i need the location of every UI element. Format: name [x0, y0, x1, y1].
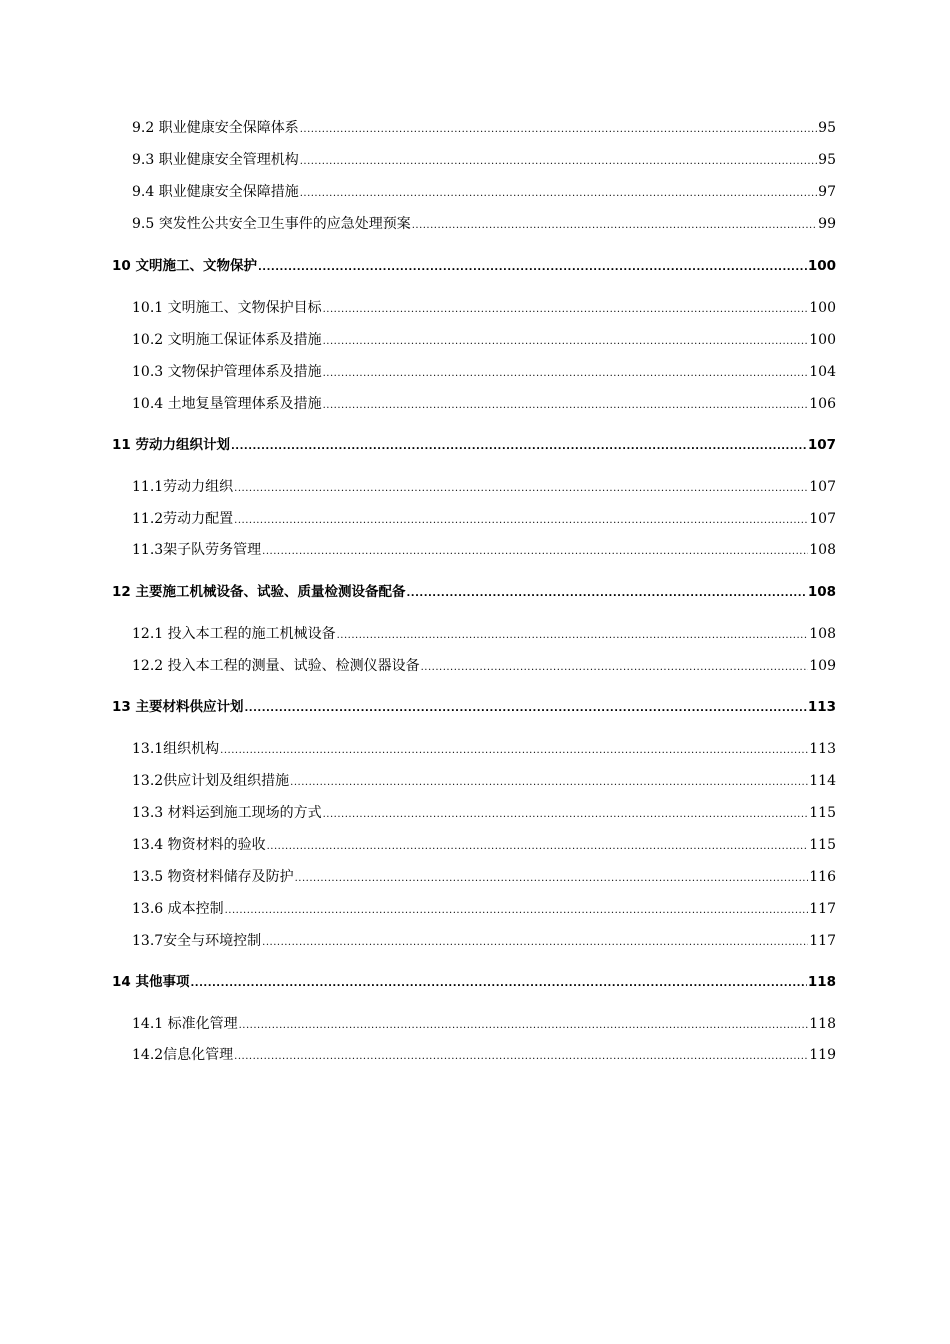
toc-page-number: 99: [818, 216, 836, 232]
toc-leader-dots: [231, 437, 807, 457]
toc-page-number: 117: [809, 901, 836, 917]
toc-leader-dots: [262, 542, 808, 562]
toc-entry-label: 11 劳动力组织计划: [112, 437, 230, 453]
toc-section-entry[interactable]: [112, 867, 836, 889]
toc-page-number: 100: [809, 300, 836, 316]
toc-leader-dots: [234, 511, 808, 531]
toc-section-entry[interactable]: [112, 214, 836, 236]
toc-page-number: 113: [809, 741, 836, 757]
toc-section-entry[interactable]: [112, 394, 836, 416]
toc-page-number: 108: [809, 626, 836, 642]
toc-page-number: 108: [807, 584, 836, 600]
toc-entry-label: 11.3架子队劳务管理: [132, 542, 262, 558]
toc-entry-label: 13 主要材料供应计划: [112, 699, 244, 715]
toc-entry-label: 13.4 物资材料的验收: [132, 837, 266, 853]
toc-entry-label: 12.1 投入本工程的施工机械设备: [132, 626, 336, 642]
toc-entry-label: 10.3 文物保护管理体系及措施: [132, 364, 322, 380]
toc-page-number: 107: [807, 437, 836, 453]
toc-chapter-entry[interactable]: [112, 256, 836, 278]
toc-page-number: 115: [809, 837, 836, 853]
toc-leader-dots: [323, 805, 809, 825]
toc-entry-label: 9.3 职业健康安全管理机构: [132, 152, 299, 168]
toc-section-entry[interactable]: [112, 803, 836, 825]
toc-entry-label: 10.4 土地复垦管理体系及措施: [132, 396, 322, 412]
toc-section-entry[interactable]: [112, 540, 836, 562]
toc-section-entry[interactable]: [112, 771, 836, 793]
toc-entry-label: 13.6 成本控制: [132, 901, 224, 917]
toc-page-number: 115: [809, 805, 836, 821]
toc-leader-dots: [267, 837, 809, 857]
toc-leader-dots: [407, 584, 807, 604]
toc-chapter-entry[interactable]: [112, 972, 836, 994]
toc-page-number: 114: [809, 773, 836, 789]
toc-section-entry[interactable]: [112, 931, 836, 953]
toc-entry-label: 11.2劳动力配置: [132, 511, 234, 527]
toc-leader-dots: [258, 258, 807, 278]
toc-leader-dots: [421, 658, 809, 678]
toc-chapter-entry[interactable]: [112, 697, 836, 719]
toc-leader-dots: [300, 184, 817, 204]
toc-leader-dots: [220, 741, 808, 761]
toc-section-entry[interactable]: [112, 118, 836, 140]
toc-leader-dots: [337, 626, 809, 646]
toc-page-number: 107: [809, 479, 836, 495]
toc-leader-dots: [412, 216, 817, 236]
toc-page-number: 95: [818, 152, 836, 168]
toc-leader-dots: [191, 974, 807, 994]
toc-page-number: 100: [807, 258, 836, 274]
toc-entry-label: 12.2 投入本工程的测量、试验、检测仪器设备: [132, 658, 420, 674]
toc-entry-label: 10 文明施工、文物保护: [112, 258, 257, 274]
toc-entry-label: 9.2 职业健康安全保障体系: [132, 120, 299, 136]
toc-section-entry[interactable]: [112, 739, 836, 761]
toc-section-entry[interactable]: [112, 899, 836, 921]
toc-leader-dots: [225, 901, 809, 921]
toc-entry-label: 11.1劳动力组织: [132, 479, 234, 495]
toc-leader-dots: [323, 300, 809, 320]
toc-leader-dots: [262, 933, 808, 953]
toc-entry-label: 13.7安全与环境控制: [132, 933, 262, 949]
toc-page-number: 117: [809, 933, 836, 949]
toc-entry-label: 13.3 材料运到施工现场的方式: [132, 805, 322, 821]
toc-section-entry[interactable]: [112, 150, 836, 172]
toc-leader-dots: [295, 869, 809, 889]
toc-section-entry[interactable]: [112, 298, 836, 320]
toc-section-entry[interactable]: [112, 509, 836, 531]
toc-section-entry[interactable]: [112, 477, 836, 499]
toc-page-number: 109: [809, 658, 836, 674]
toc-leader-dots: [323, 332, 809, 352]
toc-leader-dots: [323, 396, 809, 416]
toc-entry-label: 13.5 物资材料储存及防护: [132, 869, 294, 885]
toc-page-number: 106: [809, 396, 836, 412]
toc-entry-label: 12 主要施工机械设备、试验、质量检测设备配备: [112, 584, 406, 600]
toc-entry-label: 13.1组织机构: [132, 741, 220, 757]
toc-section-entry[interactable]: [112, 624, 836, 646]
toc-page-number: 95: [818, 120, 836, 136]
toc-entry-label: 9.4 职业健康安全保障措施: [132, 184, 299, 200]
toc-leader-dots: [234, 479, 808, 499]
toc-section-entry[interactable]: [112, 835, 836, 857]
toc-section-entry[interactable]: [112, 182, 836, 204]
toc-chapter-entry[interactable]: [112, 582, 836, 604]
toc-leader-dots: [300, 152, 817, 172]
toc-leader-dots: [245, 699, 807, 719]
toc-entry-label: 13.2供应计划及组织措施: [132, 773, 290, 789]
toc-page-number: 100: [809, 332, 836, 348]
toc-page-number: 108: [809, 542, 836, 558]
toc-page-number: 118: [809, 1016, 836, 1032]
toc-page-number: 119: [809, 1047, 836, 1063]
toc-leader-dots: [239, 1016, 809, 1036]
toc-section-entry[interactable]: [112, 1014, 836, 1036]
toc-entry-label: 14.1 标准化管理: [132, 1016, 238, 1032]
toc-page-number: 113: [807, 699, 836, 715]
toc-entry-label: 10.1 文明施工、文物保护目标: [132, 300, 322, 316]
toc-entry-label: 10.2 文明施工保证体系及措施: [132, 332, 322, 348]
toc-section-entry[interactable]: [112, 1045, 836, 1067]
toc-section-entry[interactable]: [112, 330, 836, 352]
toc-entry-label: 14.2信息化管理: [132, 1047, 234, 1063]
toc-page-number: 118: [807, 974, 836, 990]
toc-section-entry[interactable]: [112, 362, 836, 384]
toc-entry-label: 14 其他事项: [112, 974, 190, 990]
toc-page-number: 97: [818, 184, 836, 200]
toc-leader-dots: [300, 120, 817, 140]
toc-entry-label: 9.5 突发性公共安全卫生事件的应急处理预案: [132, 216, 411, 232]
toc-chapter-entry[interactable]: [112, 435, 836, 457]
toc-page-number: 107: [809, 511, 836, 527]
toc-leader-dots: [323, 364, 809, 384]
toc-leader-dots: [234, 1047, 808, 1067]
toc-section-entry[interactable]: [112, 656, 836, 678]
toc-page-number: 116: [809, 869, 836, 885]
toc-leader-dots: [290, 773, 808, 793]
toc-page-number: 104: [809, 364, 836, 380]
